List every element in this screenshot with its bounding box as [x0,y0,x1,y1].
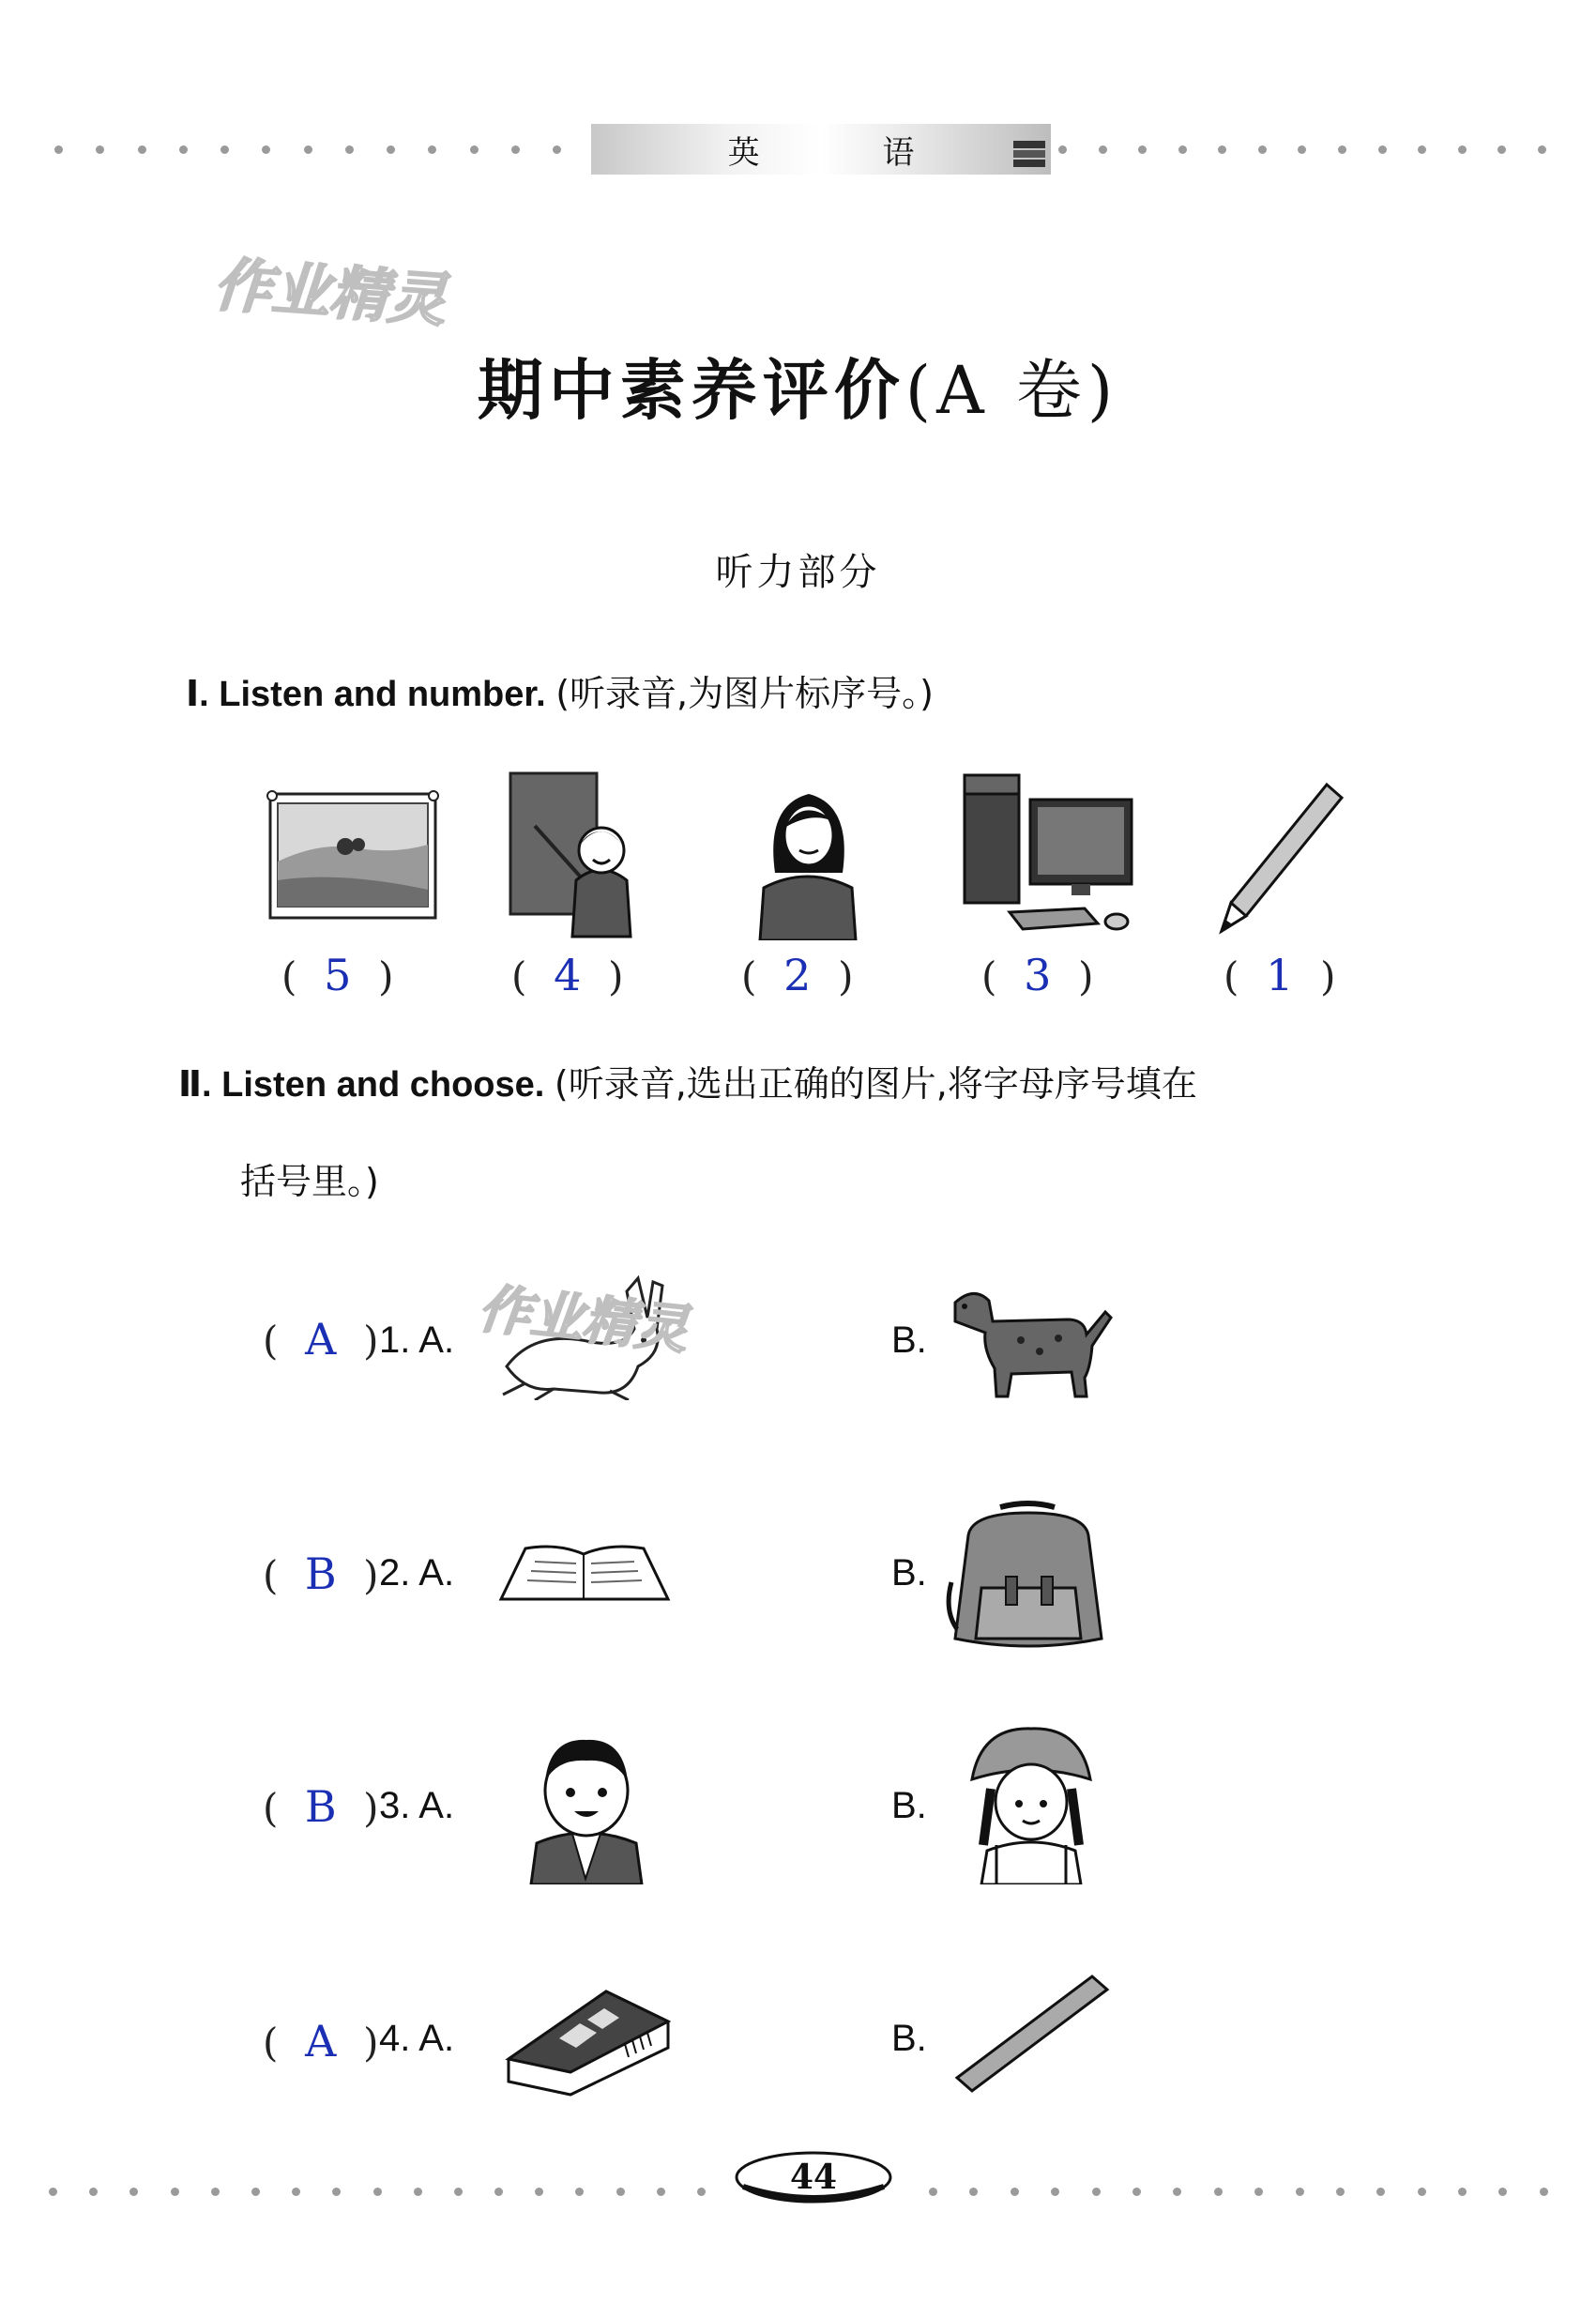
schoolbag-icon [944,1498,1113,1654]
ruler-icon [953,1971,1111,2095]
item-3-number: 3. A. [379,1785,455,1826]
answer-value: A [305,1314,337,1365]
subject-label: 英 语 [727,133,971,172]
answer-value: 1 [1266,950,1294,1000]
answer-value: 4 [554,950,582,1000]
answer-slot-picture-4[interactable]: ( 3 ) [981,950,1094,1000]
eraser-icon [503,1982,672,2100]
item-watermark: 作业精灵 [475,1278,692,1362]
page-number-badge [734,2149,893,2205]
footer-dot-row-left [49,2185,706,2198]
computer-icon [961,771,1139,937]
pencil-icon [1216,777,1347,935]
part2-heading-continued [240,1152,379,1204]
item-1-number: 1. A. [379,1319,455,1361]
answer-slot-picture-2[interactable]: ( 4 ) [511,950,624,1000]
answer-value: B [304,1548,337,1599]
part2-instruction-cn-line1: (听录音,选出正确的图片,将字母序号填在 [554,1063,1197,1105]
landscape-picture-icon [265,786,441,925]
answer-slot-item-4[interactable]: ( A ) [263,2016,379,2067]
part1-roman: Ⅰ. [186,675,209,714]
part2-roman: Ⅱ. [178,1065,212,1105]
book-stack-icon-right [1011,131,1047,171]
answer-slot-picture-1[interactable]: ( 5 ) [281,950,394,1000]
part1-heading [186,664,934,716]
page-title [0,338,1596,433]
header-dot-row-right [1058,143,1546,156]
title-suffix: (A 卷) [904,352,1119,429]
item-4-number: 4. A. [379,2018,455,2059]
part2-heading [178,1055,1197,1106]
answer-slot-item-1[interactable]: ( A ) [263,1314,379,1365]
answer-value: B [304,1781,337,1832]
section-heading: 听力部分 [715,551,881,594]
answer-slot-item-3[interactable]: ( B ) [263,1781,379,1832]
part1-instruction-cn: (听录音,为图片标序号。) [555,673,934,714]
answer-slot-item-2[interactable]: ( B ) [263,1548,379,1599]
part2-instruction-cn-line2: 括号里。) [240,1161,379,1202]
answer-value: 3 [1024,950,1052,1000]
item-2-number: 2. A. [379,1552,455,1594]
item-1-option-b-label: B. [891,1319,927,1361]
book-icon [497,1539,672,1605]
woman-icon [747,768,869,940]
answer-value: A [305,2016,337,2067]
header-dot-row-left [54,143,561,156]
answer-value: 5 [324,950,352,1000]
footer-dot-row-right [929,2185,1548,2198]
watermark: 作业精灵 [211,250,448,335]
answer-value: 2 [783,950,812,1000]
answer-slot-picture-3[interactable]: ( 2 ) [741,950,854,1000]
item-4-option-b-label: B. [891,2018,927,2059]
boy-icon [522,1719,651,1884]
teacher-icon [507,770,657,938]
part1-instruction-en: Listen and number. [219,675,546,714]
answer-slot-picture-5[interactable]: ( 1 ) [1224,950,1336,1000]
item-2-option-b-label: B. [891,1552,927,1594]
dog-icon [936,1284,1115,1400]
part2-instruction-en: Listen and choose. [221,1065,545,1105]
title-main: 期中素养评价 [477,351,905,429]
subject-banner [591,124,1051,175]
item-3-option-b-label: B. [891,1785,927,1826]
girl-icon [963,1723,1100,1884]
page-number: 44 [789,2158,838,2197]
